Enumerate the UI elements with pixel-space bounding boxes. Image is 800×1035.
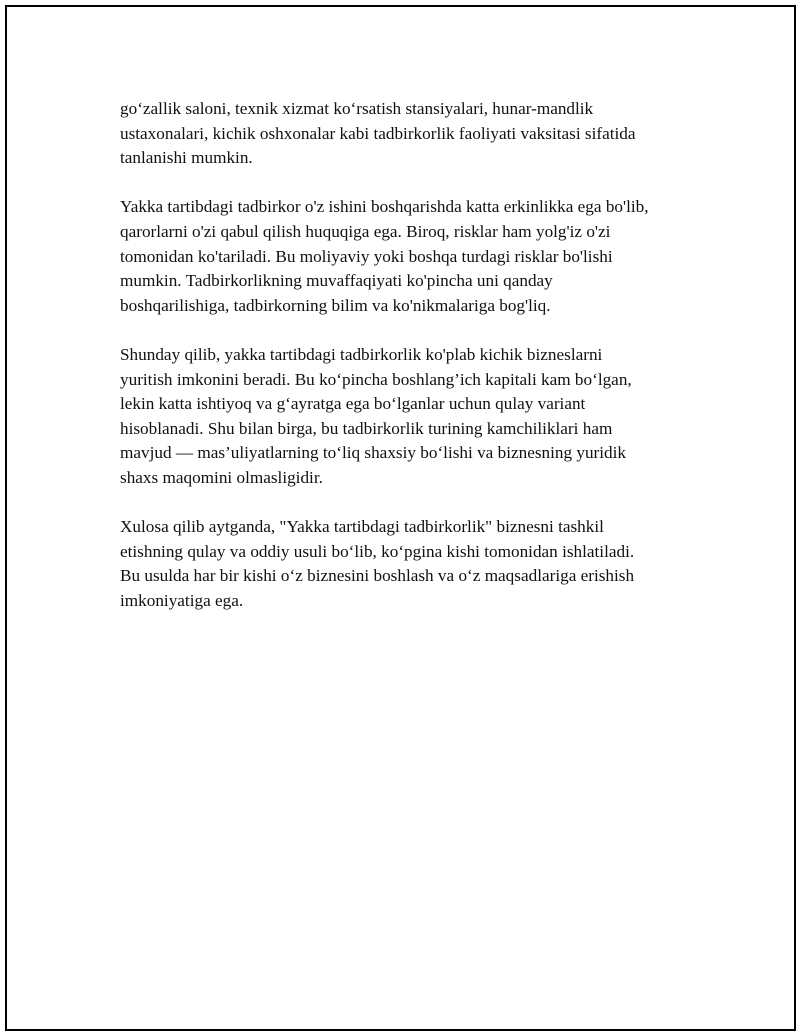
text-line: Xulosa qilib aytganda, "Yakka tartibdagi tadbirkorlik" biznesni tashkil: [120, 517, 604, 537]
text-line: boshqarilishiga, tadbirkorning bilim va ko'nikmalariga bog'liq.: [120, 295, 551, 315]
text-line: mavjud — mas’uliyatlarning to‘liq shaxsiy bo‘lishi va biznesning yuridik: [120, 443, 627, 463]
text-line: qarorlarni o'zi qabul qilish huquqiga ega. Biroq, risklar ham yolg'iz o'zi: [120, 221, 611, 241]
paragraph-3: [120, 343, 710, 491]
text-line: lekin katta ishtiyoq va g‘ayratga ega bo‘lganlar uchun qulay variant: [120, 394, 586, 414]
text-line: ustaxonalari, kichik oshxonalar kabi tadbirkorlik faoliyati vaksitasi sifatida: [120, 123, 636, 143]
text-line: Bu usulda har bir kishi o‘z biznesini boshlash va o‘z maqsadlariga erishish: [120, 566, 635, 586]
text-line: imkoniyatiga ega.: [120, 590, 244, 610]
paragraph-1: [120, 97, 710, 171]
text-line: Yakka tartibdagi tadbirkor o'z ishini boshqarishda katta erkinlikka ega bo'lib,: [120, 197, 649, 217]
page-frame: [5, 5, 796, 1031]
text-line: yuritish imkonini beradi. Bu ko‘pincha boshlang’ich kapitali kam bo‘lgan,: [120, 369, 632, 389]
paragraph-4: [120, 515, 710, 613]
text-line: Shunday qilib, yakka tartibdagi tadbirkorlik ko'plab kichik bizneslarni: [120, 344, 603, 364]
text-line: mumkin. Tadbirkorlikning muvaffaqiyati ko'pincha uni qanday: [120, 271, 553, 291]
text-line: tanlanishi mumkin.: [120, 148, 253, 168]
text-line: tomonidan ko'tariladi. Bu moliyaviy yoki boshqa turdagi risklar bo'lishi: [120, 246, 613, 266]
text-line: etishning qulay va oddiy usuli bo‘lib, ko‘pgina kishi tomonidan ishlatiladi.: [120, 541, 635, 561]
document-body: [120, 97, 710, 638]
text-line: hisoblanadi. Shu bilan birga, bu tadbirkorlik turining kamchiliklari ham: [120, 418, 613, 438]
text-line: shaxs maqomini olmasligidir.: [120, 467, 323, 487]
text-line: go‘zallik saloni, texnik xizmat ko‘rsatish stansiyalari, hunar-mandlik: [120, 99, 594, 118]
paragraph-2: [120, 195, 710, 318]
